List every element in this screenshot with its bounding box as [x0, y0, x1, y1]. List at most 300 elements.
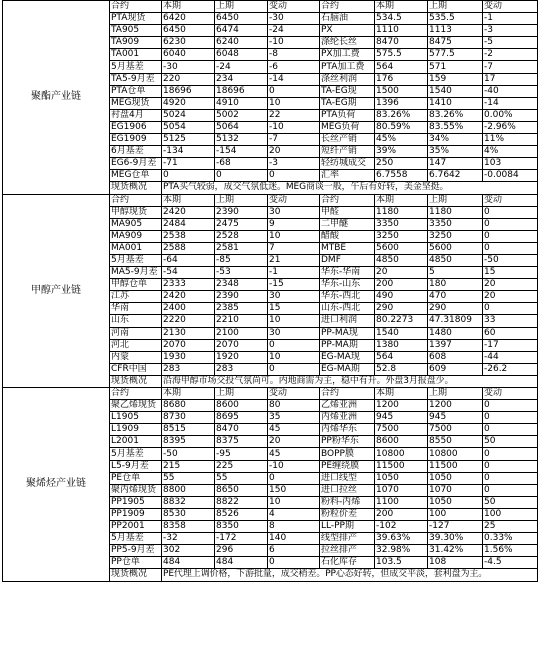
- table-cell: 0: [268, 472, 320, 484]
- table-cell: 汇率: [320, 170, 375, 182]
- table-cell: 10: [268, 315, 320, 327]
- table-cell: 33: [483, 315, 538, 327]
- table-cell: 3250: [428, 230, 483, 242]
- table-cell: 290: [375, 303, 428, 315]
- table-cell: 1050: [428, 472, 483, 484]
- table-cell: 10: [268, 351, 320, 363]
- table-cell: 18696: [162, 85, 215, 97]
- table-cell: 11%: [483, 134, 538, 146]
- table-cell: 4%: [483, 146, 538, 158]
- table-cell: 0: [268, 339, 320, 351]
- table-cell: TA-EG现: [320, 85, 375, 97]
- table-cell: 2420: [162, 291, 215, 303]
- table-cell: -85: [215, 254, 268, 266]
- table-cell: 100: [483, 508, 538, 520]
- table-cell: 39%: [375, 146, 428, 158]
- table-cell: 1200: [428, 400, 483, 412]
- table-cell: -10: [268, 121, 320, 133]
- table-cell: 31.42%: [428, 545, 483, 557]
- table-cell: 945: [375, 412, 428, 424]
- table-cell: 225: [215, 460, 268, 472]
- table-cell: 4850: [428, 254, 483, 266]
- table-cell: 103.5: [375, 557, 428, 569]
- table-cell: 32.98%: [375, 545, 428, 557]
- table-cell: MA909: [110, 230, 162, 242]
- table-cell: -10: [268, 460, 320, 472]
- table-cell: 8526: [215, 508, 268, 520]
- table-cell: 河北: [110, 339, 162, 351]
- table-cell: 衬盘4月: [110, 109, 162, 121]
- table-cell: 4850: [375, 254, 428, 266]
- table-cell: -172: [215, 533, 268, 545]
- table-cell: 20: [268, 146, 320, 158]
- table-cell: PP仓单: [110, 557, 162, 569]
- table-cell: 2390: [215, 291, 268, 303]
- table-cell: 8800: [162, 484, 215, 496]
- table-cell: 80.59%: [375, 121, 428, 133]
- table-cell: 3250: [375, 230, 428, 242]
- table-cell: 564: [375, 61, 428, 73]
- table-cell: PE仓单: [110, 472, 162, 484]
- table-cell: -4.5: [483, 557, 538, 569]
- table-cell: 6474: [215, 25, 268, 37]
- table-cell: 39.63%: [375, 533, 428, 545]
- table-cell: 0: [483, 412, 538, 424]
- table-cell: 4: [268, 508, 320, 520]
- header-cell: 上期: [215, 388, 268, 400]
- table-cell: 1070: [375, 484, 428, 496]
- table-cell: 丙烯华东: [320, 424, 375, 436]
- table-cell: 10: [268, 97, 320, 109]
- table-cell: 7500: [375, 424, 428, 436]
- table-cell: 聚丙烯现货: [110, 484, 162, 496]
- table-cell: 609: [428, 363, 483, 375]
- table-cell: 0: [483, 484, 538, 496]
- table-cell: 1500: [375, 85, 428, 97]
- table-cell: 粉料-丙烯: [320, 496, 375, 508]
- table-cell: 轻纺城成交: [320, 158, 375, 170]
- table-cell: 8350: [215, 521, 268, 533]
- table-cell: 6230: [162, 37, 215, 49]
- table-cell: 577.5: [428, 49, 483, 61]
- table-cell: 5月基差: [110, 533, 162, 545]
- table-cell: 6450: [162, 25, 215, 37]
- table-cell: 45: [268, 424, 320, 436]
- table-cell: 945: [428, 412, 483, 424]
- header-cell: 变动: [268, 388, 320, 400]
- table-cell: PTA加工费: [320, 61, 375, 73]
- table-cell: 20: [483, 279, 538, 291]
- table-cell: 拉丝排产: [320, 545, 375, 557]
- table-cell: 47.31809: [428, 315, 483, 327]
- table-cell: 1100: [375, 496, 428, 508]
- table-cell: -2: [483, 49, 538, 61]
- table-cell: TA-EG期: [320, 97, 375, 109]
- table-cell: 甲醇仓单: [110, 279, 162, 291]
- table-cell: MEG现货: [110, 97, 162, 109]
- table-cell: 0: [268, 170, 320, 182]
- table-cell: -50: [483, 254, 538, 266]
- table-cell: 0: [268, 363, 320, 375]
- table-cell: -1: [268, 267, 320, 279]
- table-cell: 山东: [110, 315, 162, 327]
- table-cell: 60: [483, 327, 538, 339]
- table-cell: MTBE: [320, 242, 375, 254]
- table-cell: 2070: [162, 339, 215, 351]
- table-cell: 0: [483, 460, 538, 472]
- table-cell: PP-MA期: [320, 339, 375, 351]
- table-cell: 0: [483, 400, 538, 412]
- table-cell: 6420: [162, 13, 215, 25]
- table-cell: -10: [268, 37, 320, 49]
- table-cell: 484: [162, 557, 215, 569]
- table-cell: 6月基差: [110, 146, 162, 158]
- table-cell: 涤丝利润: [320, 73, 375, 85]
- table-cell: 6.7642: [428, 170, 483, 182]
- table-cell: PP-MA现: [320, 327, 375, 339]
- table-cell: 18696: [215, 85, 268, 97]
- table-cell: 8832: [162, 496, 215, 508]
- table-cell: -3: [268, 158, 320, 170]
- table-cell: -44: [483, 351, 538, 363]
- table-cell: 2528: [215, 230, 268, 242]
- table-cell: -95: [215, 448, 268, 460]
- table-cell: 1920: [215, 351, 268, 363]
- chemical-market-table: [2, 0, 538, 582]
- table-cell: 5002: [215, 109, 268, 121]
- header-cell: 本期: [162, 1, 215, 13]
- table-cell: 内蒙: [110, 351, 162, 363]
- table-cell: 283: [162, 363, 215, 375]
- table-cell: -53: [215, 267, 268, 279]
- table-cell: 80: [268, 400, 320, 412]
- table-cell: 1050: [375, 472, 428, 484]
- table-cell: 8395: [162, 436, 215, 448]
- summary-text: PTA买气较弱，成交气氛低迷。MEG商谈一般，午后有好转，美金坚挺。: [162, 182, 538, 194]
- table-cell: 20: [268, 436, 320, 448]
- table-cell: 30: [268, 327, 320, 339]
- table-cell: -26.2: [483, 363, 538, 375]
- table-cell: 石化库存: [320, 557, 375, 569]
- table-cell: 0: [483, 230, 538, 242]
- table-cell: TA001: [110, 49, 162, 61]
- table-cell: -32: [162, 533, 215, 545]
- table-cell: 200: [375, 279, 428, 291]
- table-cell: 8550: [428, 436, 483, 448]
- header-row: [3, 194, 538, 206]
- table-cell: 234: [215, 73, 268, 85]
- header-cell: 上期: [428, 388, 483, 400]
- summary-label: 现货概况: [110, 182, 162, 194]
- table-cell: 8358: [162, 521, 215, 533]
- table-cell: 8515: [162, 424, 215, 436]
- header-cell: 变动: [483, 194, 538, 206]
- table-cell: EG1906: [110, 121, 162, 133]
- table-cell: 8695: [215, 412, 268, 424]
- table-cell: 0.00%: [483, 109, 538, 121]
- table-cell: 5064: [215, 121, 268, 133]
- table-cell: -7: [483, 61, 538, 73]
- table-cell: 8730: [162, 412, 215, 424]
- table-cell: 6.7558: [375, 170, 428, 182]
- table-cell: 571: [428, 61, 483, 73]
- table-cell: 4910: [215, 97, 268, 109]
- section-label: 甲醇产业链: [3, 194, 110, 388]
- table-cell: 涤纶长丝: [320, 37, 375, 49]
- table-cell: 2385: [215, 303, 268, 315]
- header-cell: 变动: [268, 1, 320, 13]
- header-cell: 上期: [428, 1, 483, 13]
- header-cell: 本期: [375, 194, 428, 206]
- table-cell: PE缠绕膜: [320, 460, 375, 472]
- table-cell: 6048: [215, 49, 268, 61]
- table-cell: 1930: [162, 351, 215, 363]
- table-cell: 1410: [428, 97, 483, 109]
- table-cell: MA001: [110, 242, 162, 254]
- table-cell: 103: [483, 158, 538, 170]
- table-cell: 2348: [215, 279, 268, 291]
- table-cell: 8530: [162, 508, 215, 520]
- table-cell: 5月基差: [110, 61, 162, 73]
- table-cell: 608: [428, 351, 483, 363]
- table-cell: 8375: [215, 436, 268, 448]
- table-cell: 8600: [375, 436, 428, 448]
- table-cell: 250: [375, 158, 428, 170]
- table-cell: 11500: [428, 460, 483, 472]
- table-cell: 0: [215, 170, 268, 182]
- table-cell: 短纤产销: [320, 146, 375, 158]
- table-cell: 8: [268, 521, 320, 533]
- table-cell: 5024: [162, 109, 215, 121]
- table-cell: 5600: [375, 242, 428, 254]
- table-cell: 2210: [215, 315, 268, 327]
- table-cell: 17: [483, 73, 538, 85]
- table-cell: 10800: [428, 448, 483, 460]
- table-cell: 484: [215, 557, 268, 569]
- table-cell: 55: [215, 472, 268, 484]
- table-cell: 2581: [215, 242, 268, 254]
- table-cell: -1: [483, 13, 538, 25]
- table-cell: EG6-9月差: [110, 158, 162, 170]
- header-cell: 变动: [483, 1, 538, 13]
- table-cell: L1909: [110, 424, 162, 436]
- table-cell: 1540: [375, 327, 428, 339]
- table-cell: -7: [268, 134, 320, 146]
- table-cell: TA909: [110, 37, 162, 49]
- table-cell: 5600: [428, 242, 483, 254]
- header-cell: 合约: [320, 194, 375, 206]
- header-cell: 合约: [110, 388, 162, 400]
- table-cell: 进口线型: [320, 472, 375, 484]
- table-cell: 2220: [162, 315, 215, 327]
- table-cell: 8470: [375, 37, 428, 49]
- summary-text: PE代理上调价格，下游批量，成交稍差。PP心态好转，但成交平淡，套利盘为主。: [162, 569, 538, 581]
- table-cell: L1905: [110, 412, 162, 424]
- table-cell: 150: [268, 484, 320, 496]
- table-cell: -40: [483, 85, 538, 97]
- table-cell: -6: [268, 61, 320, 73]
- table-cell: 0: [268, 557, 320, 569]
- table-cell: 1396: [375, 97, 428, 109]
- table-cell: 进口利润: [320, 315, 375, 327]
- table-cell: 0.33%: [483, 533, 538, 545]
- table-cell: 0: [483, 424, 538, 436]
- table-cell: 0: [483, 242, 538, 254]
- section-label: 聚酯产业链: [3, 1, 110, 195]
- table-cell: 0: [483, 448, 538, 460]
- header-row: [3, 388, 538, 400]
- table-cell: 490: [375, 291, 428, 303]
- header-cell: 合约: [110, 194, 162, 206]
- table-cell: 52.8: [375, 363, 428, 375]
- table-cell: 1070: [428, 484, 483, 496]
- table-cell: -14: [483, 97, 538, 109]
- table-cell: 8822: [215, 496, 268, 508]
- table-cell: 35: [268, 412, 320, 424]
- table-cell: 1397: [428, 339, 483, 351]
- table-cell: -68: [215, 158, 268, 170]
- table-cell: 8680: [162, 400, 215, 412]
- table-cell: 1180: [428, 206, 483, 218]
- table-cell: -15: [268, 279, 320, 291]
- table-cell: BOPP膜: [320, 448, 375, 460]
- table-cell: 15: [268, 303, 320, 315]
- table-cell: TA5-9月差: [110, 73, 162, 85]
- table-cell: 1113: [428, 25, 483, 37]
- table-cell: PX: [320, 25, 375, 37]
- table-cell: PP2001: [110, 521, 162, 533]
- table-cell: 0: [483, 206, 538, 218]
- summary-text: 沿海甲醇市场交投气氛尚可。内地商需为主，稳中有升。外盘3月报盘少。: [162, 375, 538, 387]
- table-cell: 2390: [215, 206, 268, 218]
- table-cell: 6040: [162, 49, 215, 61]
- header-cell: 上期: [428, 194, 483, 206]
- table-cell: -24: [268, 25, 320, 37]
- table-cell: 11500: [375, 460, 428, 472]
- table-cell: 石脑油: [320, 13, 375, 25]
- table-cell: LL-PP期: [320, 521, 375, 533]
- table-cell: 108: [428, 557, 483, 569]
- table-cell: 10: [268, 496, 320, 508]
- table-cell: 1380: [375, 339, 428, 351]
- table-cell: 215: [162, 460, 215, 472]
- table-cell: PP1905: [110, 496, 162, 508]
- table-cell: 1050: [428, 496, 483, 508]
- table-cell: 176: [375, 73, 428, 85]
- table-cell: MA5-9月差: [110, 267, 162, 279]
- table-cell: 2070: [215, 339, 268, 351]
- table-cell: 50: [483, 436, 538, 448]
- table-cell: MEG仓单: [110, 170, 162, 182]
- table-cell: 83.55%: [428, 121, 483, 133]
- table-cell: 1180: [375, 206, 428, 218]
- table-cell: -8: [268, 49, 320, 61]
- header-cell: 上期: [215, 1, 268, 13]
- table-cell: 45: [268, 448, 320, 460]
- table-cell: 甲醛: [320, 206, 375, 218]
- table-cell: 10800: [375, 448, 428, 460]
- table-cell: 83.26%: [428, 109, 483, 121]
- table-cell: -24: [215, 61, 268, 73]
- table-cell: 2400: [162, 303, 215, 315]
- table-cell: 聚乙烯现货: [110, 400, 162, 412]
- header-cell: 合约: [110, 1, 162, 13]
- header-cell: 本期: [375, 1, 428, 13]
- table-cell: -102: [375, 521, 428, 533]
- table-cell: -71: [162, 158, 215, 170]
- table-cell: 535.5: [428, 13, 483, 25]
- table-cell: 10: [268, 230, 320, 242]
- header-cell: 合约: [320, 388, 375, 400]
- table-cell: -30: [268, 13, 320, 25]
- table-cell: 江苏: [110, 291, 162, 303]
- table-cell: PP5-9月差: [110, 545, 162, 557]
- table-cell: 564: [375, 351, 428, 363]
- table-cell: 1480: [428, 327, 483, 339]
- table-cell: 180: [428, 279, 483, 291]
- table-cell: EG1909: [110, 134, 162, 146]
- table-cell: -0.0084: [483, 170, 538, 182]
- table-cell: 5125: [162, 134, 215, 146]
- table-cell: 9: [268, 218, 320, 230]
- table-cell: 8475: [428, 37, 483, 49]
- table-cell: 线型排产: [320, 533, 375, 545]
- table-cell: PTA负荷: [320, 109, 375, 121]
- table-cell: 100: [428, 508, 483, 520]
- table-cell: 0: [268, 85, 320, 97]
- table-cell: 296: [215, 545, 268, 557]
- table-cell: -14: [268, 73, 320, 85]
- table-cell: PP1909: [110, 508, 162, 520]
- table-cell: 39.30%: [428, 533, 483, 545]
- table-cell: 83.26%: [375, 109, 428, 121]
- table-cell: 575.5: [375, 49, 428, 61]
- table-cell: 4920: [162, 97, 215, 109]
- table-cell: 8650: [215, 484, 268, 496]
- table-cell: 0: [483, 218, 538, 230]
- table-cell: 30: [268, 206, 320, 218]
- table-cell: 1200: [375, 400, 428, 412]
- table-cell: 147: [428, 158, 483, 170]
- table-cell: 华东-西北: [320, 291, 375, 303]
- table-cell: 粉粒价差: [320, 508, 375, 520]
- table-cell: 2333: [162, 279, 215, 291]
- table-cell: 二甲醚: [320, 218, 375, 230]
- table-cell: 0: [483, 303, 538, 315]
- table-cell: -30: [162, 61, 215, 73]
- table-cell: PP粉华东: [320, 436, 375, 448]
- table-cell: PX加工费: [320, 49, 375, 61]
- table-cell: L2001: [110, 436, 162, 448]
- table-cell: 乙烯亚洲: [320, 400, 375, 412]
- header-cell: 本期: [162, 194, 215, 206]
- table-cell: -3: [483, 25, 538, 37]
- table-cell: 华东-华南: [320, 267, 375, 279]
- header-cell: 本期: [375, 388, 428, 400]
- table-cell: 0: [483, 472, 538, 484]
- table-cell: 5月基差: [110, 254, 162, 266]
- table-cell: -17: [483, 339, 538, 351]
- header-cell: 本期: [162, 388, 215, 400]
- table-cell: L5-9月差: [110, 460, 162, 472]
- table-cell: TA905: [110, 25, 162, 37]
- table-cell: MA905: [110, 218, 162, 230]
- table-cell: 7500: [428, 424, 483, 436]
- table-cell: 7: [268, 242, 320, 254]
- table-cell: 2538: [162, 230, 215, 242]
- table-cell: 华东-山东: [320, 279, 375, 291]
- summary-label: 现货概况: [110, 375, 162, 387]
